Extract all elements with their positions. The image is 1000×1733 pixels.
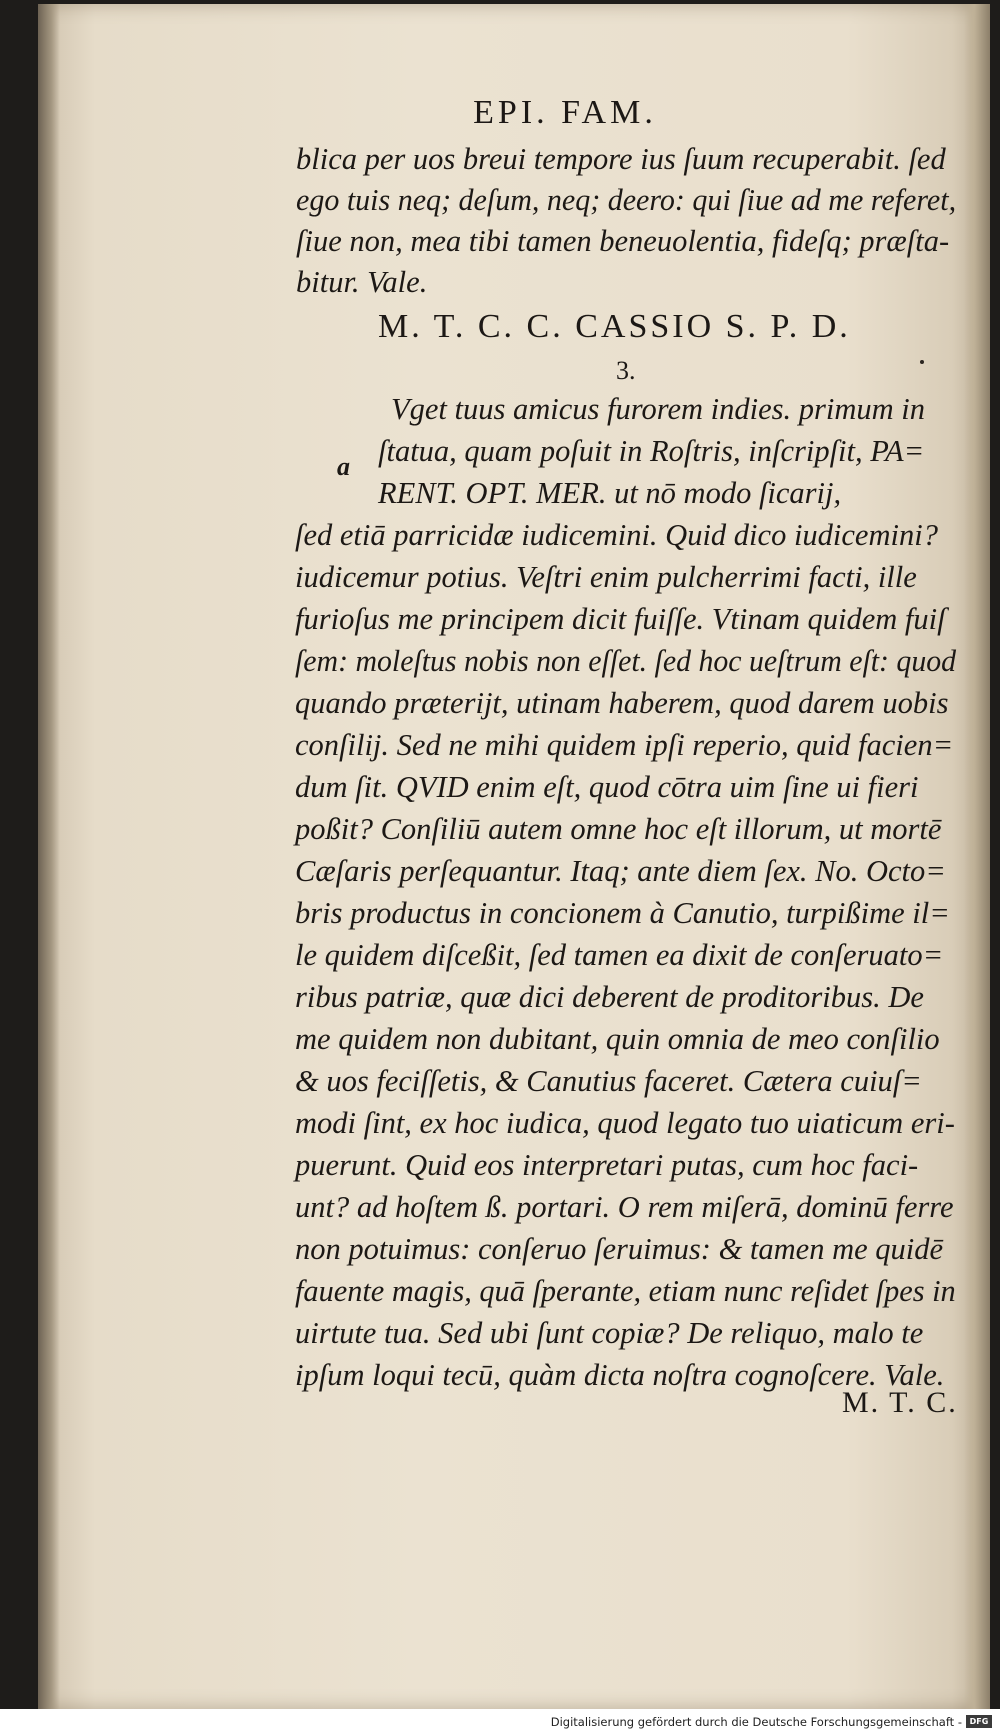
text-line: non potuimus: conſeruo ſeruimus: & tamen me quidē: [295, 1232, 944, 1266]
text-line: modi ſint, ex hoc iudica, quod legato tuo uiaticum eri-: [295, 1106, 955, 1140]
text-line: ſed etiā parricidæ iudicemini. Quid dico iudicemini?: [295, 518, 938, 552]
footer-bar: [0, 1709, 1000, 1733]
text-line: le quidem diſceßit, ſed tamen ea dixit de conſeruato=: [295, 938, 944, 972]
text-line: bitur. Vale.: [296, 265, 428, 299]
text-line: fauente magis, quā ſperante, etiam nunc reſidet ſpes in: [295, 1274, 956, 1308]
text-line: ipſum loqui tecū, quàm dicta noſtra cognoſcere. Vale.: [295, 1358, 945, 1392]
text-line: ego tuis neq; deſum, neq; deero: qui ſiue ad me referet,: [296, 183, 957, 217]
text-line: ſtatua, quam poſuit in Roſtris, inſcripſit, PA=: [378, 434, 925, 468]
letter-number: 3.: [616, 356, 636, 385]
text-line: poßit? Conſiliū autem omne hoc eſt illorum, ut mortē: [295, 812, 942, 846]
text-line: furioſus me principem dicit fuiſſe. Vtinam quidem fuiſ: [295, 602, 946, 636]
marginal-letter: a: [337, 452, 350, 481]
text-line: blica per uos breui tempore ius ſuum recuperabit. ſed: [296, 142, 946, 176]
text-line: ribus patriæ, quæ dici deberent de proditoribus. De: [295, 980, 924, 1014]
text-line: puerunt. Quid eos interpretari putas, cum hoc faci-: [295, 1148, 919, 1182]
running-head: EPI. FAM.: [473, 94, 657, 131]
page-gutter: [38, 4, 60, 1709]
text-line: uirtute tua. Sed ubi ſunt copiæ? De reliquo, malo te: [295, 1316, 924, 1350]
text-line: ſiue non, mea tibi tamen beneuolentia, fideſq; præſta-: [296, 224, 950, 258]
text-line: ſem: moleſtus nobis non eſſet. ſed hoc ueſtrum eſt: quod: [295, 644, 957, 678]
text-line: iudicemur potius. Veſtri enim pulcherrimi facti, ille: [295, 560, 917, 594]
funding-notice: Digitalisierung gefördert durch die Deutsche Forschungsgemeinschaft -: [550, 1715, 962, 1729]
text-line: bris productus in concionem à Canutio, turpißime il=: [295, 896, 950, 930]
signature: M. T. C.: [842, 1386, 958, 1419]
letter-heading: M. T. C. C. CASSIO S. P. D.: [378, 308, 851, 345]
text-line: conſilij. Sed ne mihi quidem ipſi reperio, quid facien=: [295, 728, 954, 762]
text-line: dum ſit. QVID enim eſt, quod cōtra uim ſine ui fieri: [295, 770, 919, 804]
page-edge: [964, 4, 990, 1709]
text-line: RENT. OPT. MER. ut nō modo ſicarij,: [378, 476, 842, 510]
dfg-logo: DFG: [966, 1715, 992, 1728]
text-line: unt? ad hoſtem ß. portari. O rem miſerā, dominū ferre: [295, 1190, 954, 1224]
text-line: quando præterijt, utinam haberem, quod darem uobis: [295, 686, 949, 720]
text-line: & uos feciſſetis, & Canutius faceret. Cætera cuiuſ=: [295, 1064, 922, 1098]
text-line: Cæſaris perſequantur. Itaq; ante diem ſex. No. Octo=: [295, 854, 946, 888]
text-line: Vget tuus amicus furorem indies. primum in: [391, 392, 926, 426]
ink-speck: [920, 360, 924, 364]
text-line: me quidem non dubitant, quin omnia de meo conſilio: [295, 1022, 940, 1056]
